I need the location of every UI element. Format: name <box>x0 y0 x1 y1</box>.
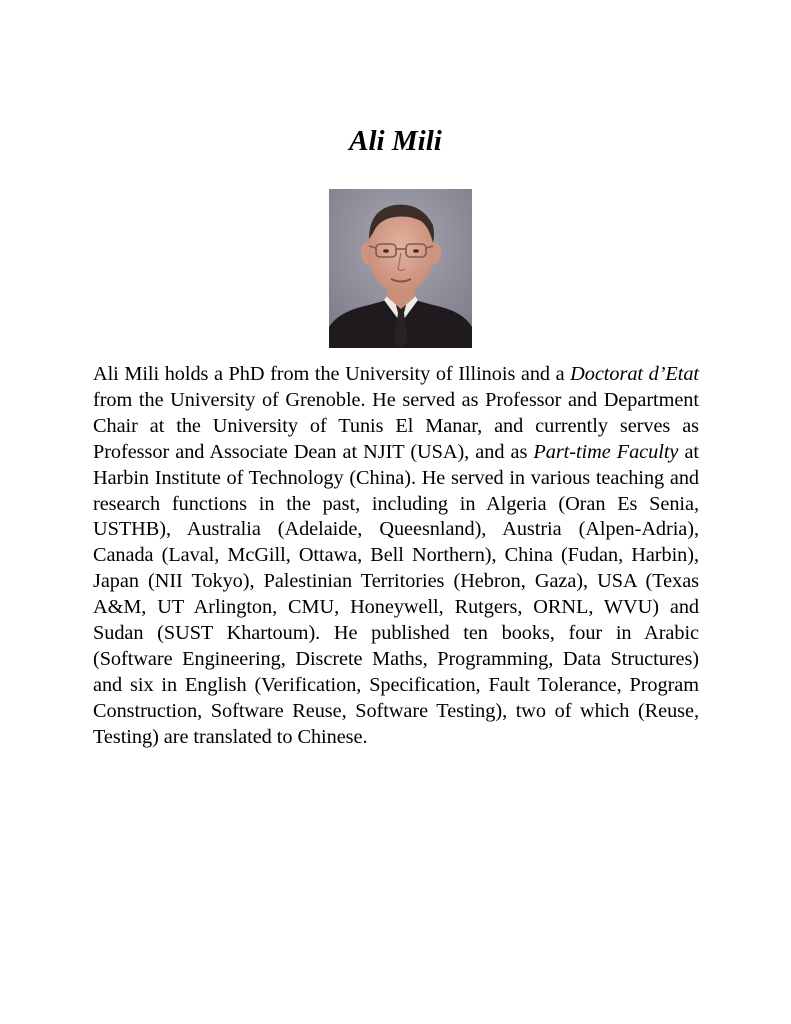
bio-text-1: Ali Mili holds a PhD from the University of Illinois and a <box>93 363 571 385</box>
portrait-photo <box>329 189 472 348</box>
bio-italic-degree: Doctorat d’Etat <box>570 363 699 385</box>
bio-text-3: at Harbin Institute of Technology (China). He served in various teaching and research functions in the past, including in Algeria (Oran Es Senia, USTHB), Australia (Adelaide, Queesnland), Austria (Alpen-Adria), Canada (Laval, McGill, Ottawa, Bell Northern), China (Fudan, Harbin), Japan (NII Tokyo), Palestinian Territories (Hebron, Gaza), USA (Texas A&M, UT Arlington, CMU, Honeywell, Rutgers, ORNL, WVU) and Sudan (SUST Khartoum). He published ten books, four in Arabic (Software Engineering, Discrete Maths, Programming, Data Structures) and six in English (Verification, Specification, Fault Tolerance, Program Construction, Software Reuse, Software Testing), two of which (Reuse, Testing) are translated to Chinese. <box>93 440 699 748</box>
bio-text-2: from the University of Grenoble. He served as Professor and Department Chair at the University of Tunis El Manar, and currently serves as Professor and Associate Dean at NJIT (USA), and as <box>93 388 699 463</box>
biography-paragraph <box>93 362 699 751</box>
page-title: Ali Mili <box>349 125 442 157</box>
portrait-icon <box>329 189 472 348</box>
bio-italic-position: Part-time Faculty <box>533 440 679 463</box>
